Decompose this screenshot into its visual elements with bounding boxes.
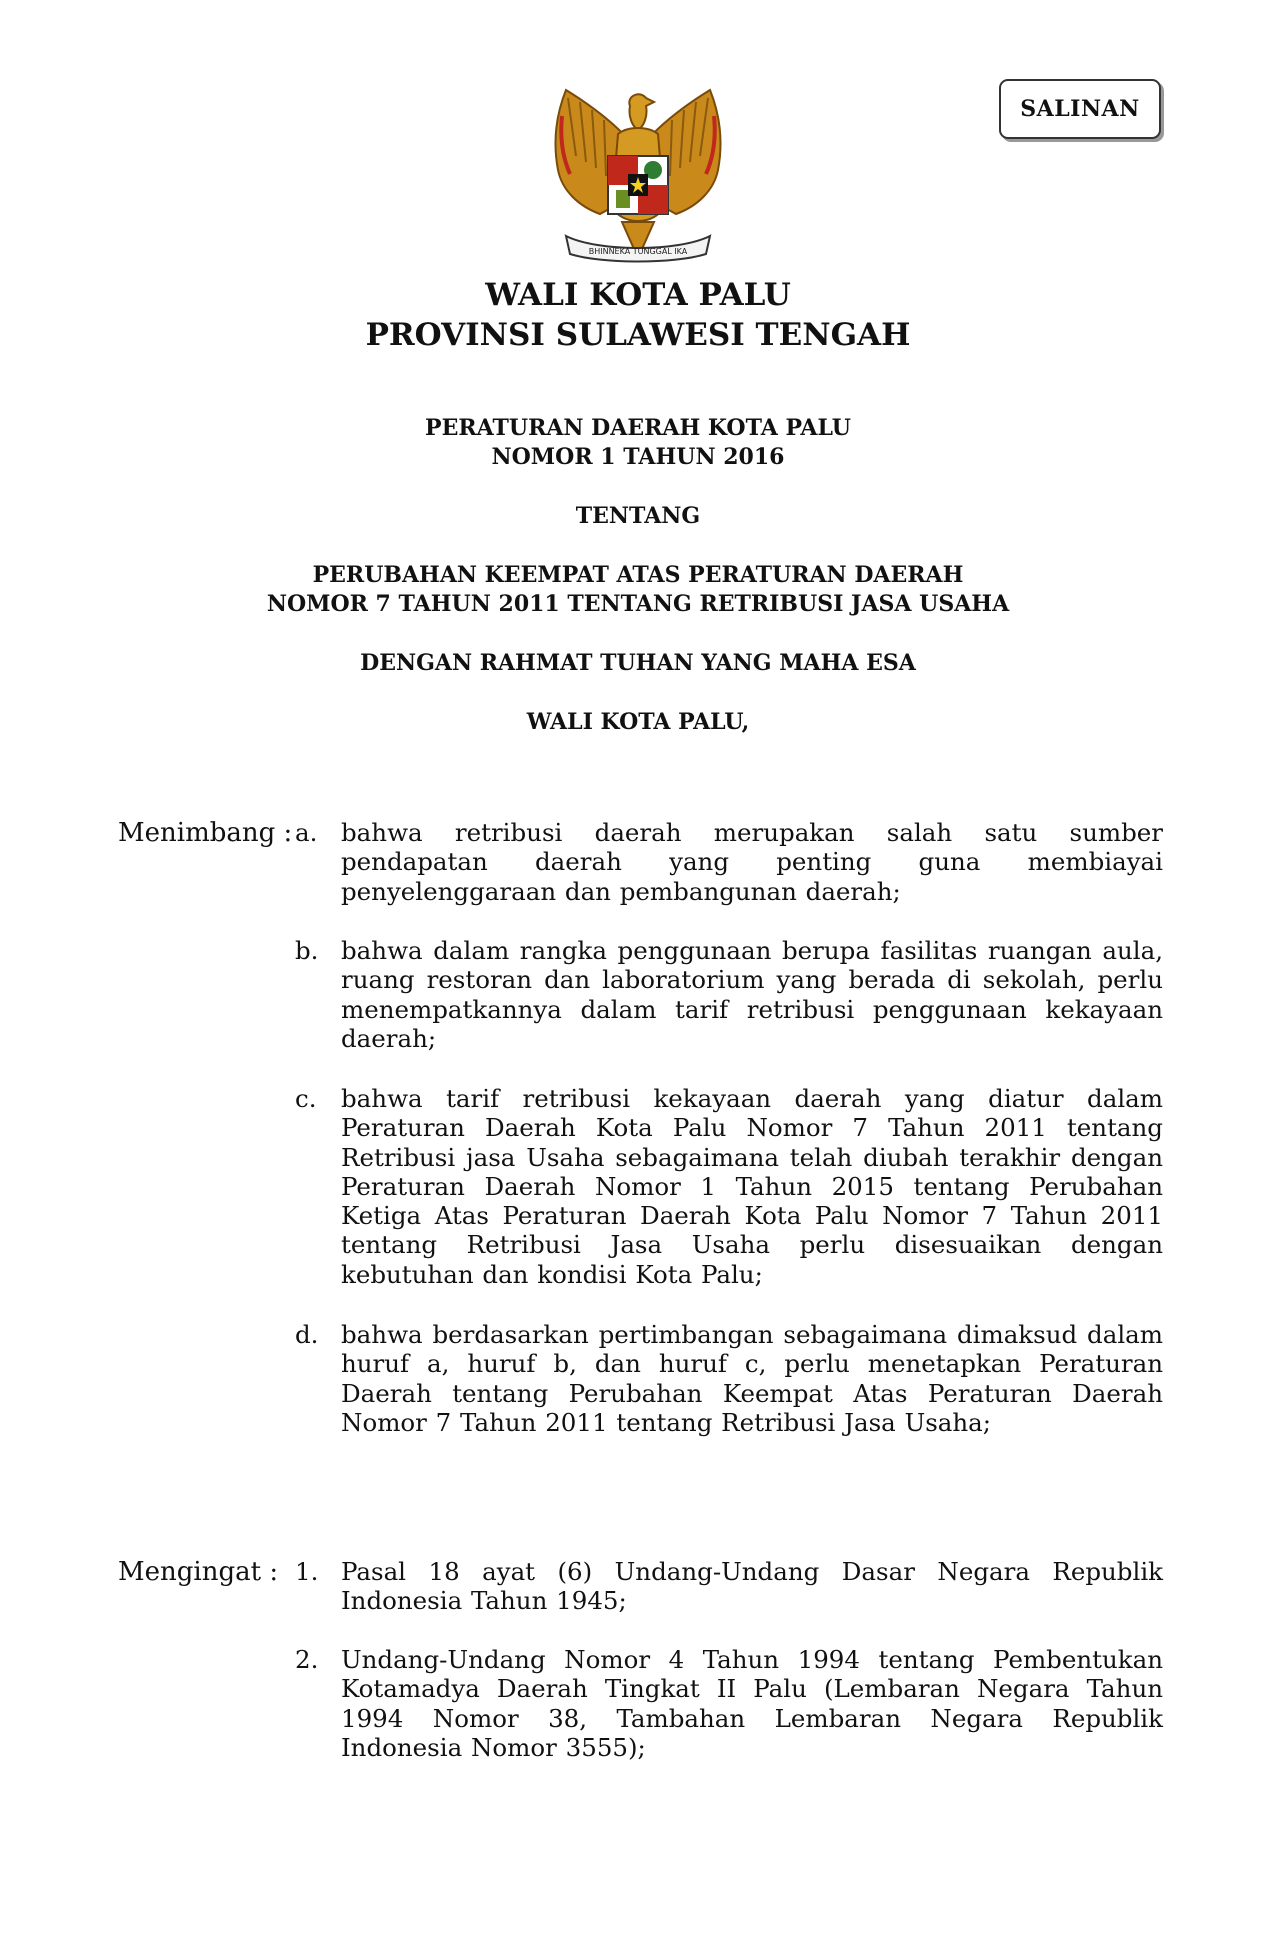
mengingat-item: Pasal 18 ayat (6) Undang-Undang Dasar Negara Republik Indonesia Tahun 1945;: [341, 1557, 1163, 1616]
menimbang-item: bahwa berdasarkan pertimbangan sebagaimana dimaksud dalam huruf a, huruf b, dan huruf c, perlu menetapkan Peraturan Daerah tentang Perubahan Keempat Atas Peraturan Daerah Nomor 7 Tahun 2011 tentang Retribusi Jasa Usaha;: [341, 1320, 1163, 1437]
regulation-subject-line2: NOMOR 7 TAHUN 2011 TENTANG RETRIBUSI JASA USAHA: [266, 591, 1010, 617]
header-line2: PROVINSI SULAWESI TENGAH: [365, 317, 911, 353]
menimbang-label: Menimbang :: [118, 818, 293, 848]
mengingat-label: Mengingat :: [118, 1557, 279, 1587]
menimbang-marker: b.: [295, 936, 319, 965]
menimbang-item: bahwa tarif retribusi kekayaan daerah yang diatur dalam Peraturan Daerah Kota Palu Nomor 7 Tahun 2011 tentang Retribusi jasa Usaha sebagaimana telah diubah terakhir dengan Peraturan Daerah Nomor 1 Tahun 2015 tentang Perubahan Ketiga Atas Peraturan Daerah Kota Palu Nomor 7 Tahun 2011 tentang Retribusi Jasa Usaha perlu disesuaikan dengan kebutuhan dan kondisi Kota Palu;: [341, 1084, 1163, 1289]
garuda-emblem-icon: [548, 86, 728, 271]
menimbang-marker: a.: [295, 818, 318, 847]
menimbang-marker: c.: [295, 1084, 317, 1113]
mengingat-item: Undang-Undang Nomor 4 Tahun 1994 tentang Pembentukan Kotamadya Daerah Tingkat II Palu (Lembaran Negara Tahun 1994 Nomor 38, Tambahan Lembaran Negara Republik Indonesia Nomor 3555);: [341, 1645, 1163, 1762]
menimbang-item: bahwa retribusi daerah merupakan salah satu sumber pendapatan daerah yang penting guna membiayai penyelenggaraan dan pembangunan daerah;: [341, 818, 1163, 906]
regulation-grace: DENGAN RAHMAT TUHAN YANG MAHA ESA: [360, 650, 916, 676]
regulation-authority: WALI KOTA PALU,: [526, 709, 750, 735]
regulation-subject-line1: PERUBAHAN KEEMPAT ATAS PERATURAN DAERAH: [312, 562, 964, 588]
menimbang-marker: d.: [295, 1320, 319, 1349]
salinan-stamp: [999, 79, 1161, 139]
menimbang-item: bahwa dalam rangka penggunaan berupa fasilitas ruangan aula, ruang restoran dan laboratorium yang berada di sekolah, perlu menempatkannya dalam tarif retribusi penggunaan kekayaan daerah;: [341, 936, 1163, 1053]
salinan-label: SALINAN: [1020, 96, 1140, 122]
mengingat-marker: 2.: [295, 1645, 319, 1674]
regulation-about: TENTANG: [575, 503, 701, 529]
mengingat-marker: 1.: [295, 1557, 319, 1586]
header-line1: WALI KOTA PALU: [485, 277, 791, 313]
emblem-motto: BHINNEKA TUNGGAL IKA: [588, 247, 688, 256]
regulation-number: NOMOR 1 TAHUN 2016: [491, 444, 785, 470]
regulation-title: PERATURAN DAERAH KOTA PALU: [425, 415, 851, 441]
